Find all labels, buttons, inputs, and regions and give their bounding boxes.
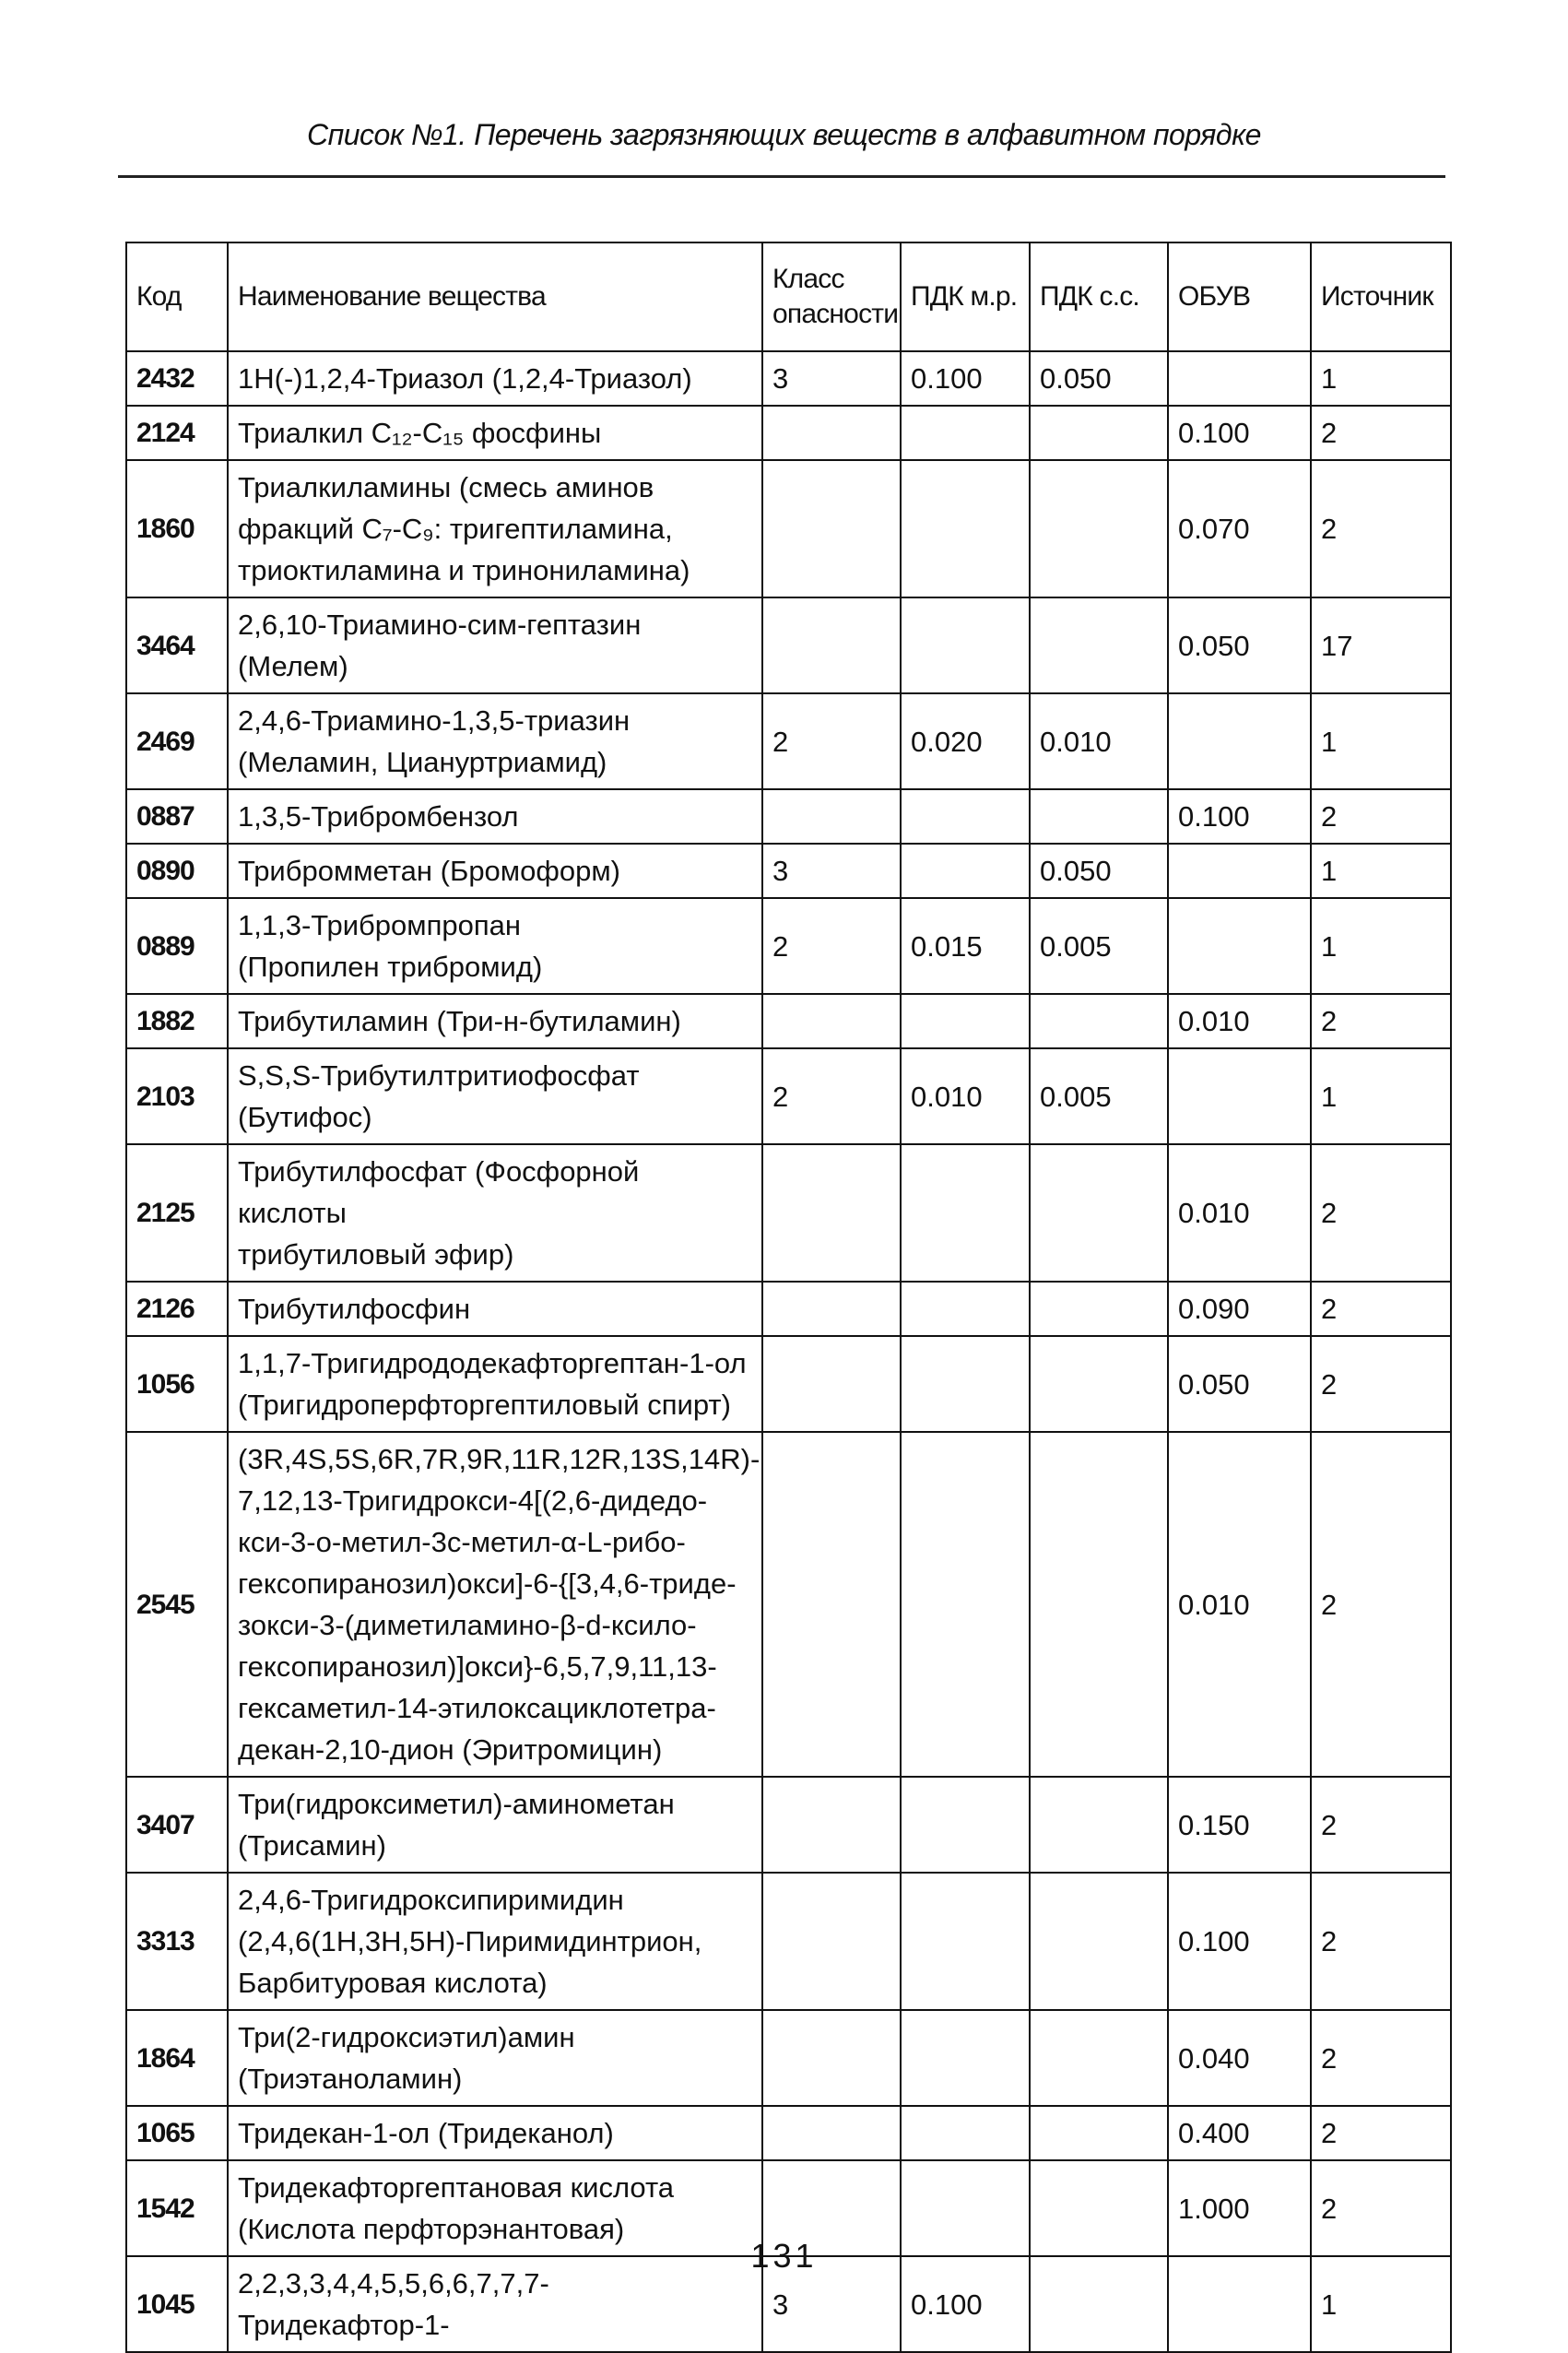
cell-substance-name: Триалкиламины (смесь аминов фракций C₇-C₉: тригептиламина, триоктиламина и тринониламина) xyxy=(228,460,762,597)
cell-source: 2 xyxy=(1311,1777,1451,1873)
cell-source: 2 xyxy=(1311,789,1451,844)
table-row xyxy=(126,406,1451,460)
cell-source: 2 xyxy=(1311,1336,1451,1432)
cell-obuv: 0.400 xyxy=(1168,2106,1311,2160)
cell-hazard-class xyxy=(762,406,901,460)
cell-hazard-class xyxy=(762,597,901,693)
cell-obuv: 0.070 xyxy=(1168,460,1311,597)
cell-mac-daily-avg xyxy=(1030,1282,1168,1336)
cell-obuv xyxy=(1168,898,1311,994)
column-header-hazard-class: Класс опасности xyxy=(762,242,901,351)
cell-hazard-class xyxy=(762,994,901,1048)
cell-substance-name: Трибутиламин (Три-н-бутиламин) xyxy=(228,994,762,1048)
cell-substance-name: S,S,S-Трибутилтритиофосфат (Бутифос) xyxy=(228,1048,762,1144)
table-row xyxy=(126,1873,1451,2010)
column-header-obuv: ОБУВ xyxy=(1168,242,1311,351)
table-row xyxy=(126,1777,1451,1873)
cell-substance-name: Тридекан-1-ол (Тридеканол) xyxy=(228,2106,762,2160)
cell-mac-max-single xyxy=(901,2106,1030,2160)
cell-mac-max-single: 0.100 xyxy=(901,351,1030,406)
cell-hazard-class xyxy=(762,1144,901,1282)
cell-mac-daily-avg xyxy=(1030,1144,1168,1282)
header-rule xyxy=(118,175,1445,178)
cell-mac-max-single xyxy=(901,1336,1030,1432)
cell-obuv: 0.010 xyxy=(1168,1432,1311,1777)
cell-hazard-class: 3 xyxy=(762,844,901,898)
cell-code: 1056 xyxy=(126,1336,228,1432)
cell-obuv xyxy=(1168,1048,1311,1144)
cell-obuv: 0.010 xyxy=(1168,1144,1311,1282)
cell-source: 1 xyxy=(1311,693,1451,789)
cell-source: 1 xyxy=(1311,898,1451,994)
cell-substance-name: Три(гидроксиметил)-аминометан (Трисамин) xyxy=(228,1777,762,1873)
cell-mac-daily-avg xyxy=(1030,597,1168,693)
cell-substance-name: 2,6,10-Триамино-сим-гептазин (Мелем) xyxy=(228,597,762,693)
cell-mac-daily-avg xyxy=(1030,789,1168,844)
cell-source: 2 xyxy=(1311,2010,1451,2106)
running-head: Список №1. Перечень загрязняющих веществ в алфавитном порядке xyxy=(307,118,1261,151)
cell-code: 2432 xyxy=(126,351,228,406)
table-row xyxy=(126,844,1451,898)
cell-source: 17 xyxy=(1311,597,1451,693)
cell-obuv: 0.050 xyxy=(1168,597,1311,693)
cell-source: 2 xyxy=(1311,460,1451,597)
column-header-code: Код xyxy=(126,242,228,351)
cell-source: 1 xyxy=(1311,844,1451,898)
cell-obuv: 0.050 xyxy=(1168,1336,1311,1432)
cell-source: 2 xyxy=(1311,1144,1451,1282)
table-row xyxy=(126,351,1451,406)
table-row xyxy=(126,994,1451,1048)
cell-mac-max-single: 0.020 xyxy=(901,693,1030,789)
cell-obuv: 0.100 xyxy=(1168,1873,1311,2010)
cell-code: 0889 xyxy=(126,898,228,994)
cell-substance-name: 1,1,7-Тригидрододекафторгептан-1-ол (Тригидроперфторгептиловый спирт) xyxy=(228,1336,762,1432)
cell-mac-daily-avg xyxy=(1030,1873,1168,2010)
cell-hazard-class xyxy=(762,2010,901,2106)
column-header-source: Источник xyxy=(1311,242,1451,351)
cell-code: 2545 xyxy=(126,1432,228,1777)
cell-source: 2 xyxy=(1311,1432,1451,1777)
cell-hazard-class xyxy=(762,789,901,844)
cell-hazard-class: 3 xyxy=(762,351,901,406)
cell-mac-daily-avg: 0.005 xyxy=(1030,1048,1168,1144)
cell-mac-daily-avg xyxy=(1030,1336,1168,1432)
cell-source: 2 xyxy=(1311,2160,1451,2256)
cell-substance-name: Трибутилфосфат (Фосфорной кислоты трибутиловый эфир) xyxy=(228,1144,762,1282)
cell-mac-max-single xyxy=(901,2010,1030,2106)
cell-code: 3464 xyxy=(126,597,228,693)
cell-source: 2 xyxy=(1311,406,1451,460)
cell-mac-daily-avg: 0.005 xyxy=(1030,898,1168,994)
table-row xyxy=(126,898,1451,994)
table-body xyxy=(126,351,1451,2352)
cell-mac-max-single xyxy=(901,1873,1030,2010)
cell-mac-daily-avg xyxy=(1030,994,1168,1048)
cell-substance-name: Триалкил C₁₂-C₁₅ фосфины xyxy=(228,406,762,460)
table-row xyxy=(126,597,1451,693)
cell-hazard-class xyxy=(762,1777,901,1873)
cell-hazard-class xyxy=(762,1336,901,1432)
table-row xyxy=(126,1432,1451,1777)
cell-mac-daily-avg xyxy=(1030,2106,1168,2160)
cell-mac-daily-avg xyxy=(1030,460,1168,597)
cell-source: 2 xyxy=(1311,2106,1451,2160)
cell-mac-max-single xyxy=(901,1144,1030,1282)
cell-obuv: 0.100 xyxy=(1168,406,1311,460)
table-row xyxy=(126,1336,1451,1432)
cell-mac-max-single xyxy=(901,1432,1030,1777)
cell-code: 3313 xyxy=(126,1873,228,2010)
cell-code: 1882 xyxy=(126,994,228,1048)
cell-substance-name: 1H(-)1,2,4-Триазол (1,2,4-Триазол) xyxy=(228,351,762,406)
cell-substance-name: 1,1,3-Трибромпропан (Пропилен трибромид) xyxy=(228,898,762,994)
cell-mac-max-single xyxy=(901,789,1030,844)
cell-hazard-class xyxy=(762,1873,901,2010)
cell-mac-daily-avg xyxy=(1030,1777,1168,1873)
table-header-row xyxy=(126,242,1451,351)
cell-mac-max-single xyxy=(901,460,1030,597)
table-row xyxy=(126,2010,1451,2106)
cell-obuv xyxy=(1168,351,1311,406)
cell-source: 2 xyxy=(1311,994,1451,1048)
table-row xyxy=(126,1048,1451,1144)
cell-obuv: 0.150 xyxy=(1168,1777,1311,1873)
cell-hazard-class: 2 xyxy=(762,693,901,789)
cell-code: 1542 xyxy=(126,2160,228,2256)
cell-source: 1 xyxy=(1311,2256,1451,2352)
table-row xyxy=(126,1144,1451,1282)
cell-hazard-class: 3 xyxy=(762,2256,901,2352)
cell-code: 1065 xyxy=(126,2106,228,2160)
cell-code: 2125 xyxy=(126,1144,228,1282)
cell-hazard-class: 2 xyxy=(762,1048,901,1144)
cell-substance-name: 2,4,6-Тригидроксипиримидин (2,4,6(1H,3H,5H)-Пиримидинтрион, Барбитуровая кислота) xyxy=(228,1873,762,2010)
cell-substance-name: (3R,4S,5S,6R,7R,9R,11R,12R,13S,14R)- 7,12,13-Тригидрокси-4[(2,6-дидедо- кси-3-о-метил-3с-метил-α-L-рибо- гексопиранозил)окси]-6-{[3,4,6-триде- зокси-3-(диметиламино-β-d-ксило- гексопиранозил)]окси}-6,5,7,9,11,13- гексаметил-14-этилоксациклотетра- декан-2,10-дион (Эритромицин) xyxy=(228,1432,762,1777)
cell-code: 2124 xyxy=(126,406,228,460)
cell-mac-max-single xyxy=(901,1777,1030,1873)
cell-code: 2469 xyxy=(126,693,228,789)
cell-substance-name: Трибутилфосфин xyxy=(228,1282,762,1336)
cell-source: 1 xyxy=(1311,1048,1451,1144)
cell-mac-daily-avg: 0.050 xyxy=(1030,844,1168,898)
cell-hazard-class: 2 xyxy=(762,898,901,994)
cell-obuv xyxy=(1168,693,1311,789)
cell-mac-max-single xyxy=(901,1282,1030,1336)
column-header-mac-daily-avg: ПДК с.с. xyxy=(1030,242,1168,351)
cell-mac-daily-avg xyxy=(1030,2010,1168,2106)
cell-source: 1 xyxy=(1311,351,1451,406)
cell-code: 0887 xyxy=(126,789,228,844)
cell-hazard-class xyxy=(762,2106,901,2160)
cell-mac-max-single xyxy=(901,844,1030,898)
cell-code: 2103 xyxy=(126,1048,228,1144)
cell-mac-max-single xyxy=(901,994,1030,1048)
cell-mac-max-single: 0.100 xyxy=(901,2256,1030,2352)
cell-mac-max-single xyxy=(901,406,1030,460)
table-row xyxy=(126,460,1451,597)
cell-substance-name: Три(2-гидроксиэтил)амин (Триэтаноламин) xyxy=(228,2010,762,2106)
cell-obuv: 0.100 xyxy=(1168,789,1311,844)
page-number: 131 xyxy=(750,2237,818,2275)
cell-code: 1045 xyxy=(126,2256,228,2352)
cell-code: 3407 xyxy=(126,1777,228,1873)
cell-substance-name: 1,3,5-Трибромбензол xyxy=(228,789,762,844)
table-row xyxy=(126,789,1451,844)
cell-mac-max-single xyxy=(901,597,1030,693)
cell-mac-daily-avg xyxy=(1030,406,1168,460)
cell-substance-name: Трибромметан (Бромоформ) xyxy=(228,844,762,898)
table-row xyxy=(126,1282,1451,1336)
cell-code: 1864 xyxy=(126,2010,228,2106)
cell-obuv xyxy=(1168,844,1311,898)
cell-source: 2 xyxy=(1311,1873,1451,2010)
column-header-name: Наименование вещества xyxy=(228,242,762,351)
table-row xyxy=(126,2106,1451,2160)
column-header-mac-max-single: ПДК м.р. xyxy=(901,242,1030,351)
cell-code: 1860 xyxy=(126,460,228,597)
cell-obuv: 0.010 xyxy=(1168,994,1311,1048)
cell-hazard-class xyxy=(762,1432,901,1777)
cell-obuv: 0.090 xyxy=(1168,1282,1311,1336)
cell-mac-daily-avg: 0.050 xyxy=(1030,351,1168,406)
cell-mac-max-single: 0.010 xyxy=(901,1048,1030,1144)
cell-mac-daily-avg: 0.010 xyxy=(1030,693,1168,789)
substances-table xyxy=(125,242,1452,2353)
cell-mac-daily-avg xyxy=(1030,1432,1168,1777)
table-row xyxy=(126,693,1451,789)
cell-source: 2 xyxy=(1311,1282,1451,1336)
cell-substance-name: 2,2,3,3,4,4,5,5,6,6,7,7,7-Тридекафтор-1- xyxy=(228,2256,762,2352)
cell-substance-name: Тридекафторгептановая кислота (Кислота перфторэнантовая) xyxy=(228,2160,762,2256)
cell-hazard-class xyxy=(762,1282,901,1336)
cell-code: 2126 xyxy=(126,1282,228,1336)
cell-substance-name: 2,4,6-Триамино-1,3,5-триазин (Меламин, Циануртриамид) xyxy=(228,693,762,789)
cell-obuv: 1.000 xyxy=(1168,2160,1311,2256)
cell-obuv: 0.040 xyxy=(1168,2010,1311,2106)
cell-mac-max-single: 0.015 xyxy=(901,898,1030,994)
cell-code: 0890 xyxy=(126,844,228,898)
cell-hazard-class xyxy=(762,460,901,597)
